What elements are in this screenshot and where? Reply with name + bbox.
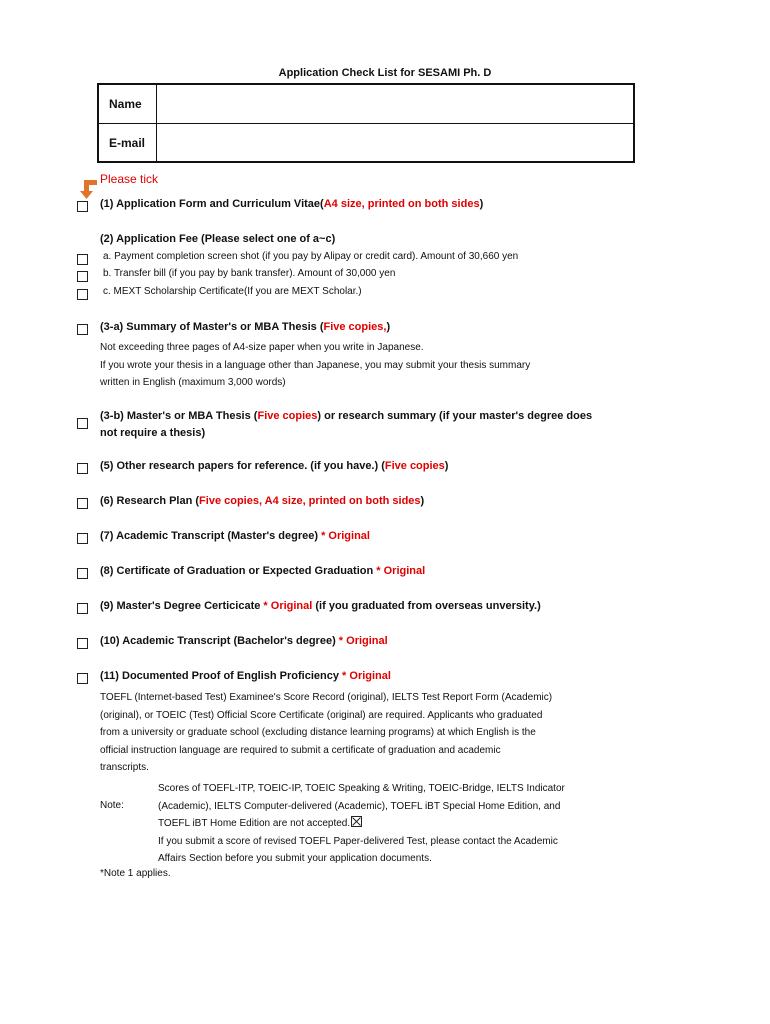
item-3a-description: Not exceeding three pages of A4-size paper when you write in Japanese. If you wrote your thesis in a language other than Japanese, you may submit your thesis summary written in English (maximum 3,000 words) <box>100 342 531 388</box>
page-title: Application Check List for SESAMI Ph. D <box>278 67 492 79</box>
checkbox-item-2a[interactable] <box>77 254 88 265</box>
checkbox-item-7[interactable] <box>77 533 88 544</box>
item-3b: (3-b) Master's or MBA Thesis (Five copies) or research summary (if your master's degree does <box>100 410 593 422</box>
item-9: (9) Master's Degree Certicicate * Original (if you graduated from overseas unversity.) <box>100 600 541 612</box>
email-label: E-mail <box>99 124 157 162</box>
item-3b-line2: not require a thesis) <box>100 427 206 439</box>
note-label: Note: <box>100 800 124 811</box>
item-5: (5) Other research papers for reference. (if you have.) (Five copies) <box>100 460 449 472</box>
item-11: (11) Documented Proof of English Proficiency * Original <box>100 670 391 682</box>
checkbox-item-10[interactable] <box>77 638 88 649</box>
item-2b: b. Transfer bill (if you pay by bank transfer). Amount of 30,000 yen <box>103 268 396 279</box>
checkbox-item-1[interactable] <box>77 201 88 212</box>
name-field[interactable] <box>158 85 633 123</box>
item-3a: (3-a) Summary of Master's or MBA Thesis (Five copies,) <box>100 321 391 333</box>
final-note: *Note 1 applies. <box>100 868 171 879</box>
item-2a: a. Payment completion screen shot (if you pay by Alipay or credit card). Amount of 30,660 yen <box>103 251 519 262</box>
checkbox-item-2b[interactable] <box>77 271 88 282</box>
name-row <box>99 85 633 124</box>
checkbox-item-2c[interactable] <box>77 289 88 300</box>
checkbox-item-11[interactable] <box>77 673 88 684</box>
item-1: (1) Application Form and Curriculum Vitae(A4 size, printed on both sides) <box>100 198 484 210</box>
name-label: Name <box>99 85 157 123</box>
checkbox-item-6[interactable] <box>77 498 88 509</box>
x-box-icon <box>351 816 362 827</box>
applicant-info-table <box>97 83 635 163</box>
item-6: (6) Research Plan (Five copies, A4 size, printed on both sides) <box>100 495 425 507</box>
note-text: Scores of TOEFL-ITP, TOEIC-IP, TOEIC Speaking & Writing, TOEIC-Bridge, IELTS Indicator (Academic), IELTS Computer-delivered (Academic), TOEFL iBT Special Home Edition, and TOEFL iBT Home Edition are not accepted. If you submit a score of revised TOEFL Paper-delivered Test, please contact the Academic Affairs Section before you submit your application documents. <box>158 783 565 864</box>
checkbox-item-9[interactable] <box>77 603 88 614</box>
item-8: (8) Certificate of Graduation or Expected Graduation * Original <box>100 565 426 577</box>
checkbox-item-3a[interactable] <box>77 324 88 335</box>
item-7: (7) Academic Transcript (Master's degree) * Original <box>100 530 370 542</box>
item-2: (2) Application Fee (Please select one of a~c) <box>100 233 336 245</box>
please-tick-label: Please tick <box>100 172 159 186</box>
email-field[interactable] <box>158 124 633 162</box>
checkbox-item-8[interactable] <box>77 568 88 579</box>
item-11-description: TOEFL (Internet-based Test) Examinee's Score Record (original), IELTS Test Report Form (Academic) (original), or TOEIC (Test) Official Score Certificate (original) are required. Applicants who graduated from a university or graduate school (excluding distance learning programs) at which English is the official instruction language are required to submit a certificate of graduation and academic transcripts. <box>100 692 553 773</box>
email-row <box>99 124 633 162</box>
item-2c: c. MEXT Scholarship Certificate(If you are MEXT Scholar.) <box>103 286 362 297</box>
arrow-down-icon <box>80 178 98 200</box>
checkbox-item-5[interactable] <box>77 463 88 474</box>
checkbox-item-3b[interactable] <box>77 418 88 429</box>
item-10: (10) Academic Transcript (Bachelor's degree) * Original <box>100 635 388 647</box>
